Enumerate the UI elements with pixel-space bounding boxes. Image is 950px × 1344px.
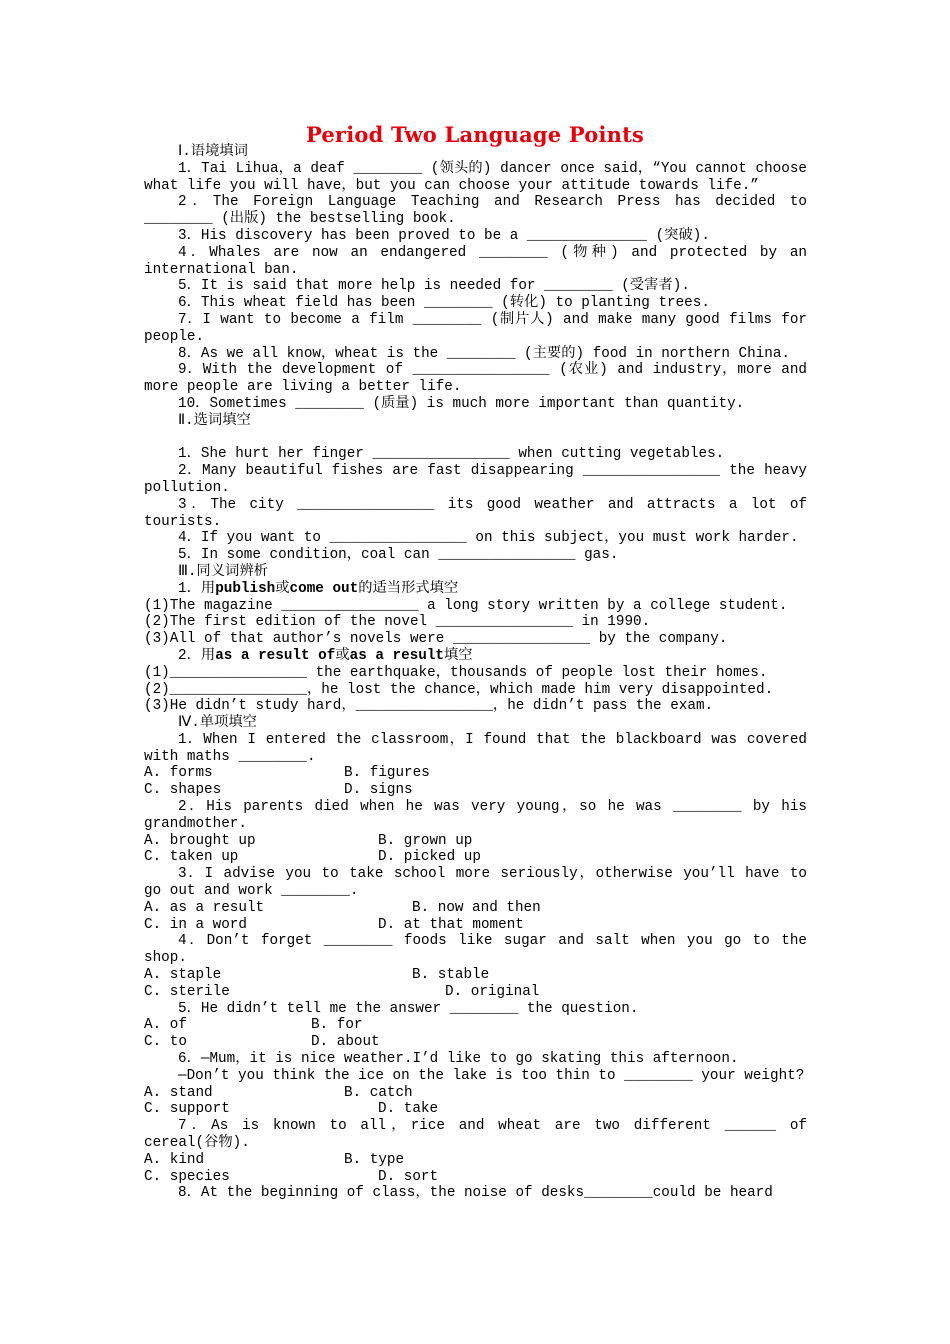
question: 4．If you want to ________________ on this subject，you must work harder. (178, 530, 799, 547)
question: (3)All of that author’s novels were ________________ by the company. (144, 631, 728, 648)
question: 8．At the beginning of class，the noise of desks________could be heard (178, 1185, 773, 1202)
question: 4．Don’t forget ________ foods like sugar and salt when you go to the shop. (144, 933, 807, 967)
question: (2)The first edition of the novel ________________ in 1990. (144, 614, 651, 631)
page-title: Period Two Language Points (305, 122, 645, 147)
options-row (144, 1169, 807, 1186)
options-row (144, 984, 807, 1001)
section-heading: Ⅳ.单项填空 (178, 715, 257, 732)
question: 5．It is said that more help is needed for ________ (受害者). (178, 278, 690, 295)
question: 3．I advise you to take school more seriously，otherwise you’ll have to go out and work ________. (144, 866, 807, 900)
option: D. at that moment (378, 916, 524, 933)
section-heading: Ⅲ.同义词辨析 (178, 563, 268, 580)
option: B. type (344, 1151, 405, 1168)
options-row (144, 1017, 807, 1034)
question: 3．The city ________________ its good weather and attracts a lot of tourists. (144, 496, 807, 530)
options-row (144, 782, 807, 799)
options-row (144, 833, 807, 850)
option: B. now and then (412, 899, 541, 916)
option: C. species (144, 1168, 230, 1185)
question: 2．His parents died when he was very young，so he was ________ by his grandmother. (144, 799, 807, 832)
question: 9．With the development of ________________ (农业) and industry，more and more people are living a better life. (144, 362, 807, 396)
spacer (144, 430, 807, 447)
question: 1．Tai Lihua，a deaf ________ (领头的) dancer once said，“You cannot choose what life you will have，but you can choose your attitude towards life.” (144, 160, 807, 194)
option: A. kind (144, 1151, 205, 1168)
option: D. original (445, 983, 540, 1000)
options-row (144, 967, 807, 984)
options-row (144, 917, 807, 934)
question: (1)________________ the earthquake，thousands of people lost their homes. (144, 664, 768, 681)
question: 7．I want to become a film ________ (制片人) and make many good films for people. (144, 311, 807, 345)
option: A. of (144, 1017, 187, 1034)
option: A. staple (144, 967, 222, 984)
option: D. sort (378, 1168, 439, 1185)
question: 6．This wheat field has been ________ (转化) to planting trees. (178, 295, 710, 312)
option: B. catch (344, 1084, 413, 1101)
question: 8．As we all know，wheat is the ________ (主要的) food in northern China. (178, 345, 790, 362)
option: C. in a word (144, 916, 247, 933)
option: B. stable (412, 967, 490, 984)
question: 6．—Mum，it is nice weather.I’d like to go skating this afternoon. (178, 1051, 739, 1068)
options-row (144, 1085, 807, 1102)
question: (3)He didn’t study hard，________________，he didn’t pass the exam. (144, 698, 714, 715)
options-row (144, 900, 807, 917)
options-row (144, 1152, 807, 1169)
question: (2)________________，he lost the chance，which made him very disappointed. (144, 681, 774, 698)
options-row (144, 849, 807, 866)
question: 10．Sometimes ________ (质量) is much more important than quantity. (178, 395, 745, 412)
question: 3．His discovery has been proved to be a ______________ (突破). (178, 227, 710, 244)
options-row (144, 1034, 807, 1051)
question: 5．In some condition，coal can ________________ gas. (178, 547, 619, 564)
option: B. grown up (378, 832, 473, 849)
option: C. shapes (144, 782, 222, 799)
question: 2．The Foreign Language Teaching and Research Press has decided to ________ (出版) the bestselling book. (144, 194, 807, 228)
option: B. figures (344, 765, 430, 782)
question: 1．When I entered the classroom，I found that the blackboard was covered with maths ________. (144, 731, 807, 765)
question: (1)The magazine ________________ a long story written by a college student. (144, 597, 788, 614)
question: 1．She hurt her finger ________________ when cutting vegetables. (178, 446, 725, 463)
subquestion-heading: 1．用publish或come out的适当形式填空 (178, 580, 459, 597)
section-heading: Ⅰ.语境填词 (178, 144, 248, 160)
option: D. about (311, 1034, 380, 1051)
options-row (144, 765, 807, 782)
worksheet-body (144, 144, 807, 1202)
option: A. stand (144, 1084, 213, 1101)
subquestion-heading: 2．用as a result of或as a result填空 (178, 647, 473, 664)
option: D. picked up (378, 849, 481, 866)
question: —Don’t you think the ice on the lake is too thin to ________ your weight? (178, 1067, 805, 1084)
options-row (144, 1101, 807, 1118)
option: B. for (311, 1017, 363, 1034)
option: A. brought up (144, 832, 256, 849)
option: D. take (378, 1101, 439, 1118)
question: 7．As is known to all，rice and wheat are two different ______ of cereal(谷物). (144, 1118, 807, 1152)
option: C. sterile (144, 983, 230, 1000)
option: C. to (144, 1034, 187, 1051)
question: 2．Many beautiful fishes are fast disappearing ________________ the heavy pollution. (144, 463, 807, 496)
option: C. taken up (144, 849, 239, 866)
question: 4．Whales are now an endangered ________ (物种) and protected by an international ban. (144, 244, 807, 278)
option: A. as a result (144, 899, 265, 916)
section-heading: Ⅱ.选词填空 (178, 412, 251, 429)
question: 5．He didn’t tell me the answer ________ the question. (178, 1000, 639, 1017)
option: C. support (144, 1101, 230, 1118)
option: A. forms (144, 765, 213, 782)
option: D. signs (344, 782, 413, 799)
